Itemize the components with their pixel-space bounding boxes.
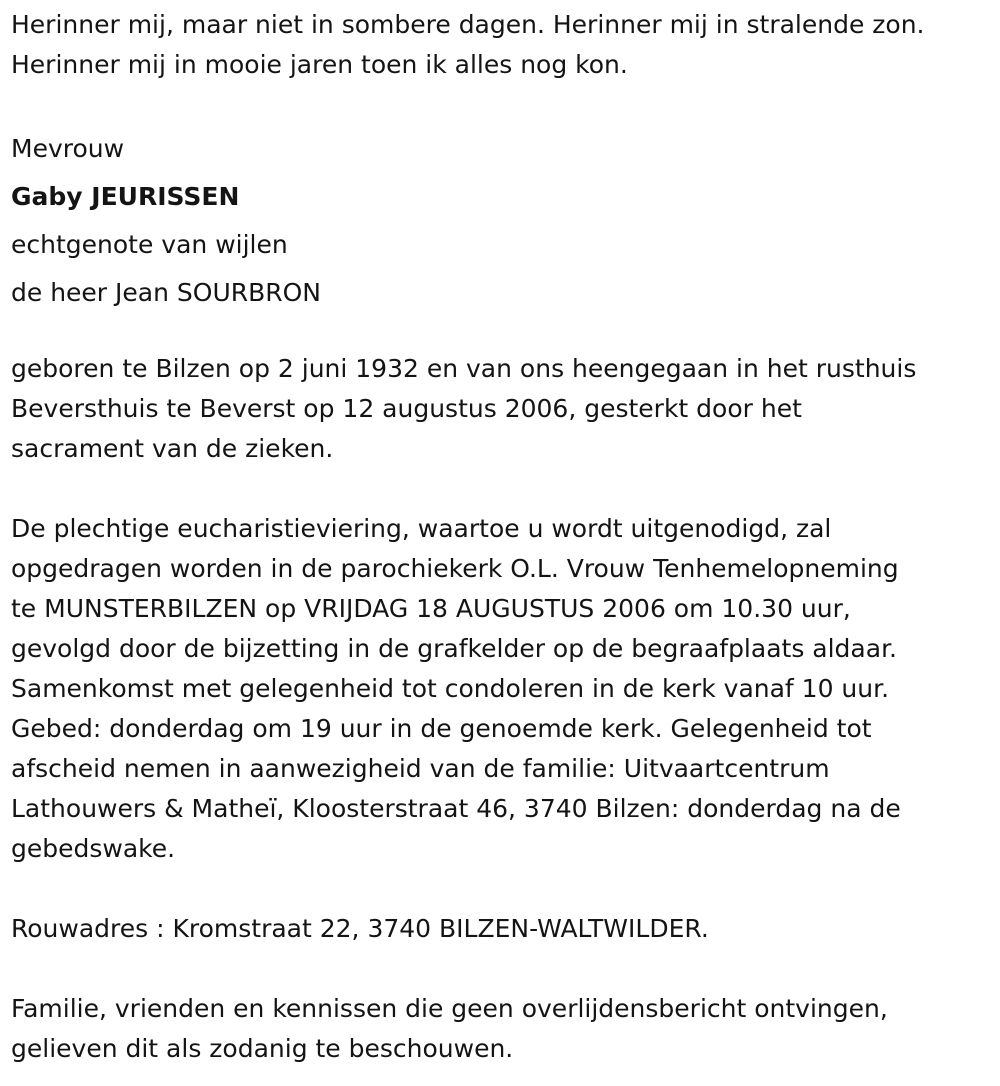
spouse-relation: echtgenote van wijlen bbox=[11, 230, 288, 259]
spacer bbox=[11, 85, 996, 125]
ceremony-paragraph: De plechtige eucharistieviering, waartoe u wordt uitgenodigd, zal opgedragen worden in de parochiekerk O.L. Vrouw Tenhemelopneming te MUNSTERBILZEN op VRIJDAG 18 AUGUSTUS 2006 om 10.30 uur, gevolgd door de bijzetting in de grafkelder op de begraafplaats aldaar. Samenkomst met gelegenheid tot condoleren in de kerk vanaf 10 uur. Gebed: donderdag om 19 uur in de genoemde kerk. Gelegenheid tot afscheid nemen in aanwezigheid van de familie: Uitvaartcentrum Lathouwers & Matheï, Kloosterstraat 46, 3740 Bilzen: donderdag na de gebedswake. bbox=[11, 514, 901, 863]
death-notice bbox=[11, 5, 996, 1069]
spacer bbox=[11, 949, 996, 989]
closing-paragraph: Familie, vrienden en kennissen die geen overlijdensbericht ontvingen, gelieven dit als zodanig te beschouwen. bbox=[11, 994, 888, 1063]
birth-death-paragraph: geboren te Bilzen op 2 juni 1932 en van ons heengegaan in het rusthuis Beversthuis te Beverst op 12 augustus 2006, gesterkt door het sacrament van de zieken. bbox=[11, 354, 917, 463]
spacer bbox=[11, 317, 996, 349]
deceased-name: Gaby JEURISSEN bbox=[11, 182, 240, 211]
spacer bbox=[11, 869, 996, 909]
memorial-poem: Herinner mij, maar niet in sombere dagen. Herinner mij in stralende zon. Herinner mij in mooie jaren toen ik alles nog kon. bbox=[11, 10, 925, 79]
spacer bbox=[11, 469, 996, 509]
spouse-name: de heer Jean SOURBRON bbox=[11, 278, 322, 307]
salutation: Mevrouw bbox=[11, 134, 125, 163]
mourning-address: Rouwadres : Kromstraat 22, 3740 BILZEN-WALTWILDER. bbox=[11, 914, 709, 943]
